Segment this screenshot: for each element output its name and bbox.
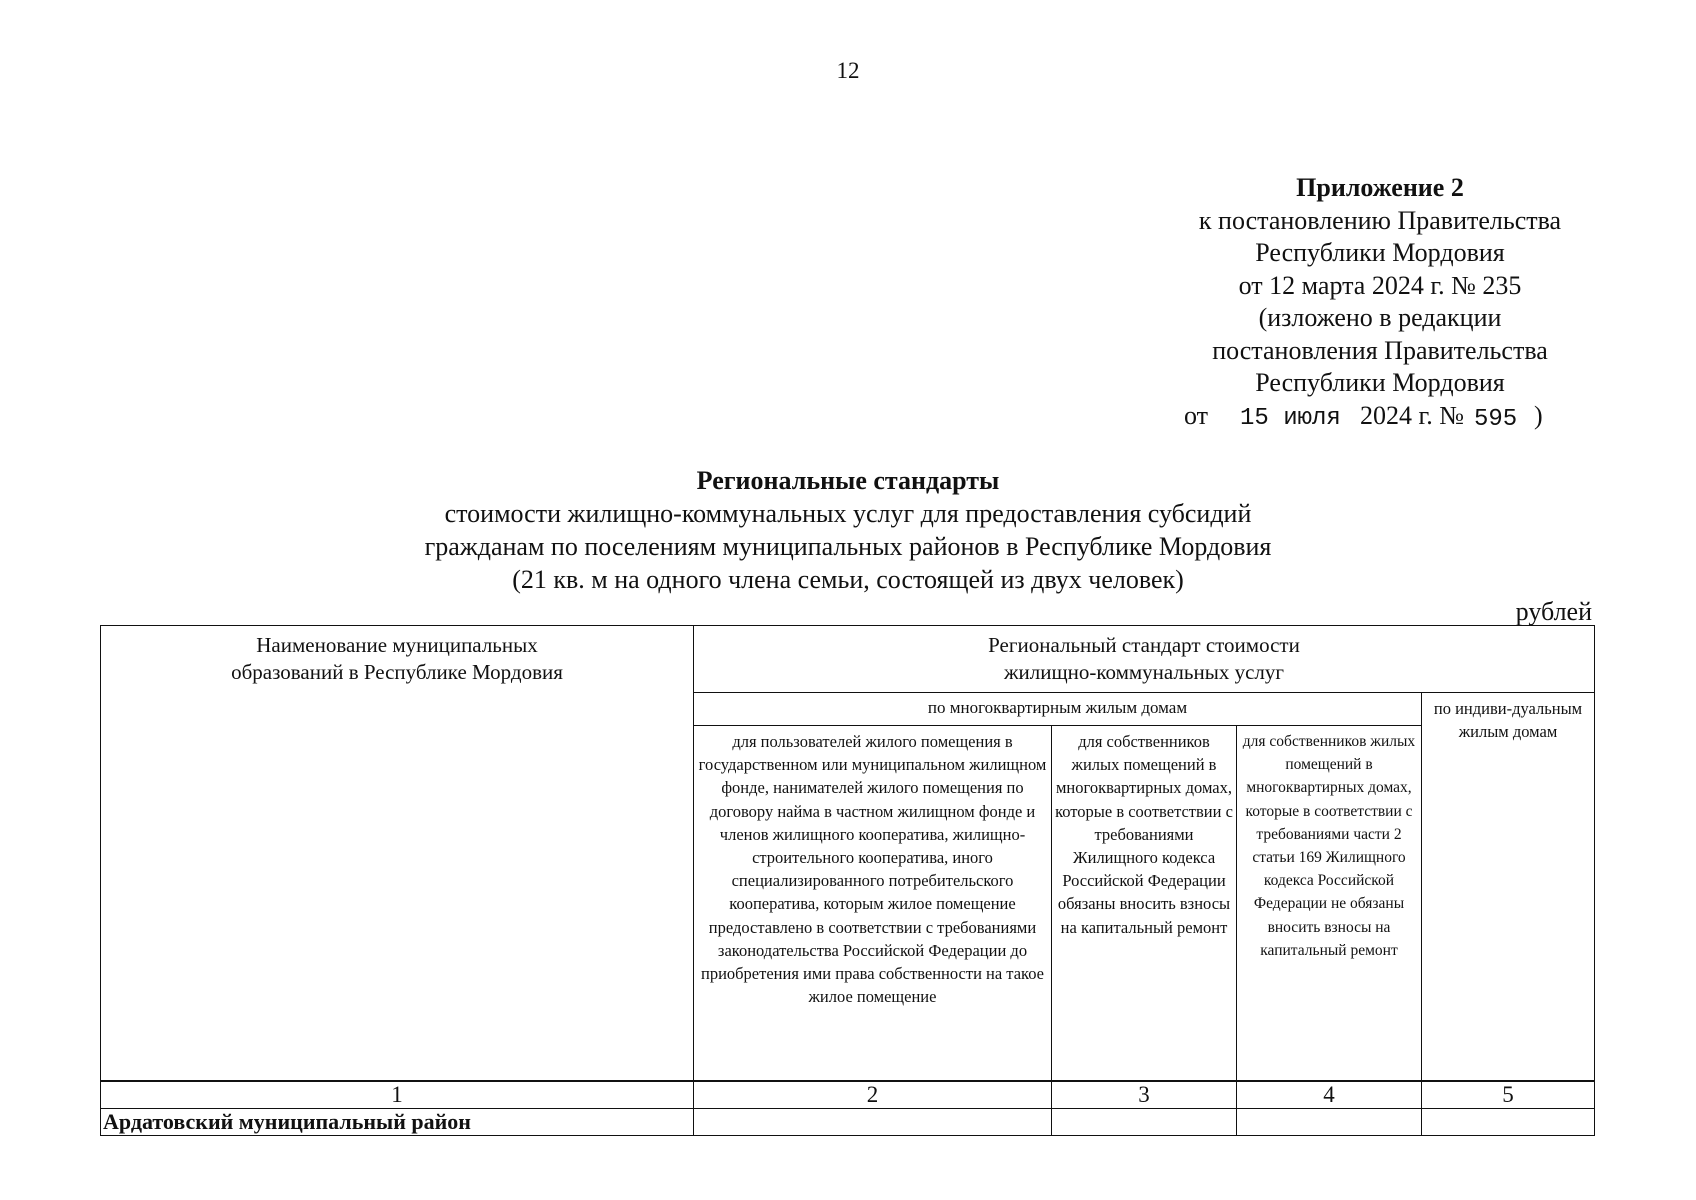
appendix-line: Республики Мордовия: [1255, 368, 1505, 397]
district-name: Ардатовский муниципальный район: [101, 1109, 694, 1136]
header-individual-houses: по индиви-дуальным жилым домам: [1422, 693, 1595, 1082]
value-cell: [1237, 1109, 1422, 1136]
header-regional-standard: [694, 626, 1595, 693]
header-owners-paying-capital-repair: для собственников жилых помещений в многоквартирных домах, которые в соответствии с требованиями Жилищного кодекса Российской Федерации обязаны вносить взносы на капитальный ремонт: [1052, 726, 1237, 1082]
header-apartment-buildings: по многоквартирным жилым домам: [694, 693, 1422, 726]
column-number: 5: [1422, 1081, 1595, 1109]
appendix-title: Приложение 2: [1296, 173, 1464, 202]
header-users-of-premises: для пользователей жилого помещения в государственном или муниципальном жилищном фонде, нанимателей жилого помещения по договору найма в частном жилищном фонде и членов жилищного кооператива, жилищно-строительного кооператива, иного специализированного потребительского кооператива, которым жилое помещение предоставлено в соответствии с требованиями законодательства Российской Федерации до приобретения ими права собственности на такое жилое помещение: [694, 726, 1052, 1082]
document-title-block: [0, 464, 1696, 596]
value-cell: [1052, 1109, 1237, 1136]
amendment-date-line: [1150, 400, 1610, 432]
units-label: рублей: [1515, 597, 1592, 626]
page-number: 12: [836, 58, 860, 83]
header-owners-not-paying-capital-repair: для собственников жилых помещений в многоквартирных домах, которые в соответствии с требованиями части 2 статьи 169 Жилищного кодекса Российской Федерации не обязаны вносить взносы на капитальный ремонт: [1237, 726, 1422, 1082]
appendix-header: [1150, 172, 1610, 432]
document-subtitle: стоимости жилищно-коммунальных услуг для предоставления субсидий: [444, 499, 1252, 528]
header-group-line: жилищно-коммунальных услуг: [1004, 660, 1284, 684]
date-day-month: 15 июля: [1240, 404, 1341, 432]
appendix-line: от 12 марта 2024 г. № 235: [1238, 270, 1522, 300]
header-municipality: Наименование муниципальных образований в Республике Мордовия: [101, 626, 694, 1082]
appendix-line: к постановлению Правительства: [1198, 205, 1562, 235]
appendix-line: (изложено в редакции: [1258, 303, 1502, 332]
column-number: 2: [694, 1081, 1052, 1109]
date-close: ): [1534, 400, 1543, 430]
column-number: 4: [1237, 1081, 1422, 1109]
table-row: [101, 1109, 1595, 1136]
document-title: Региональные стандарты: [696, 466, 1000, 495]
document-subtitle: гражданам по поселениям муниципальных районов в Республике Мордовия: [424, 532, 1272, 561]
column-number: 3: [1052, 1081, 1237, 1109]
appendix-line: постановления Правительства: [1212, 335, 1548, 365]
date-prefix: от: [1184, 400, 1209, 430]
date-year: 2024 г. №: [1360, 400, 1465, 430]
standards-table: [100, 625, 1595, 1136]
value-cell: [1422, 1109, 1595, 1136]
document-subtitle: (21 кв. м на одного члена семьи, состоящей из двух человек): [512, 565, 1184, 594]
header-group-line: Региональный стандарт стоимости: [988, 633, 1300, 657]
document-number: 595: [1474, 405, 1518, 433]
value-cell: [694, 1109, 1052, 1136]
appendix-line: Республики Мордовия: [1255, 238, 1505, 267]
column-number: 1: [101, 1081, 694, 1109]
